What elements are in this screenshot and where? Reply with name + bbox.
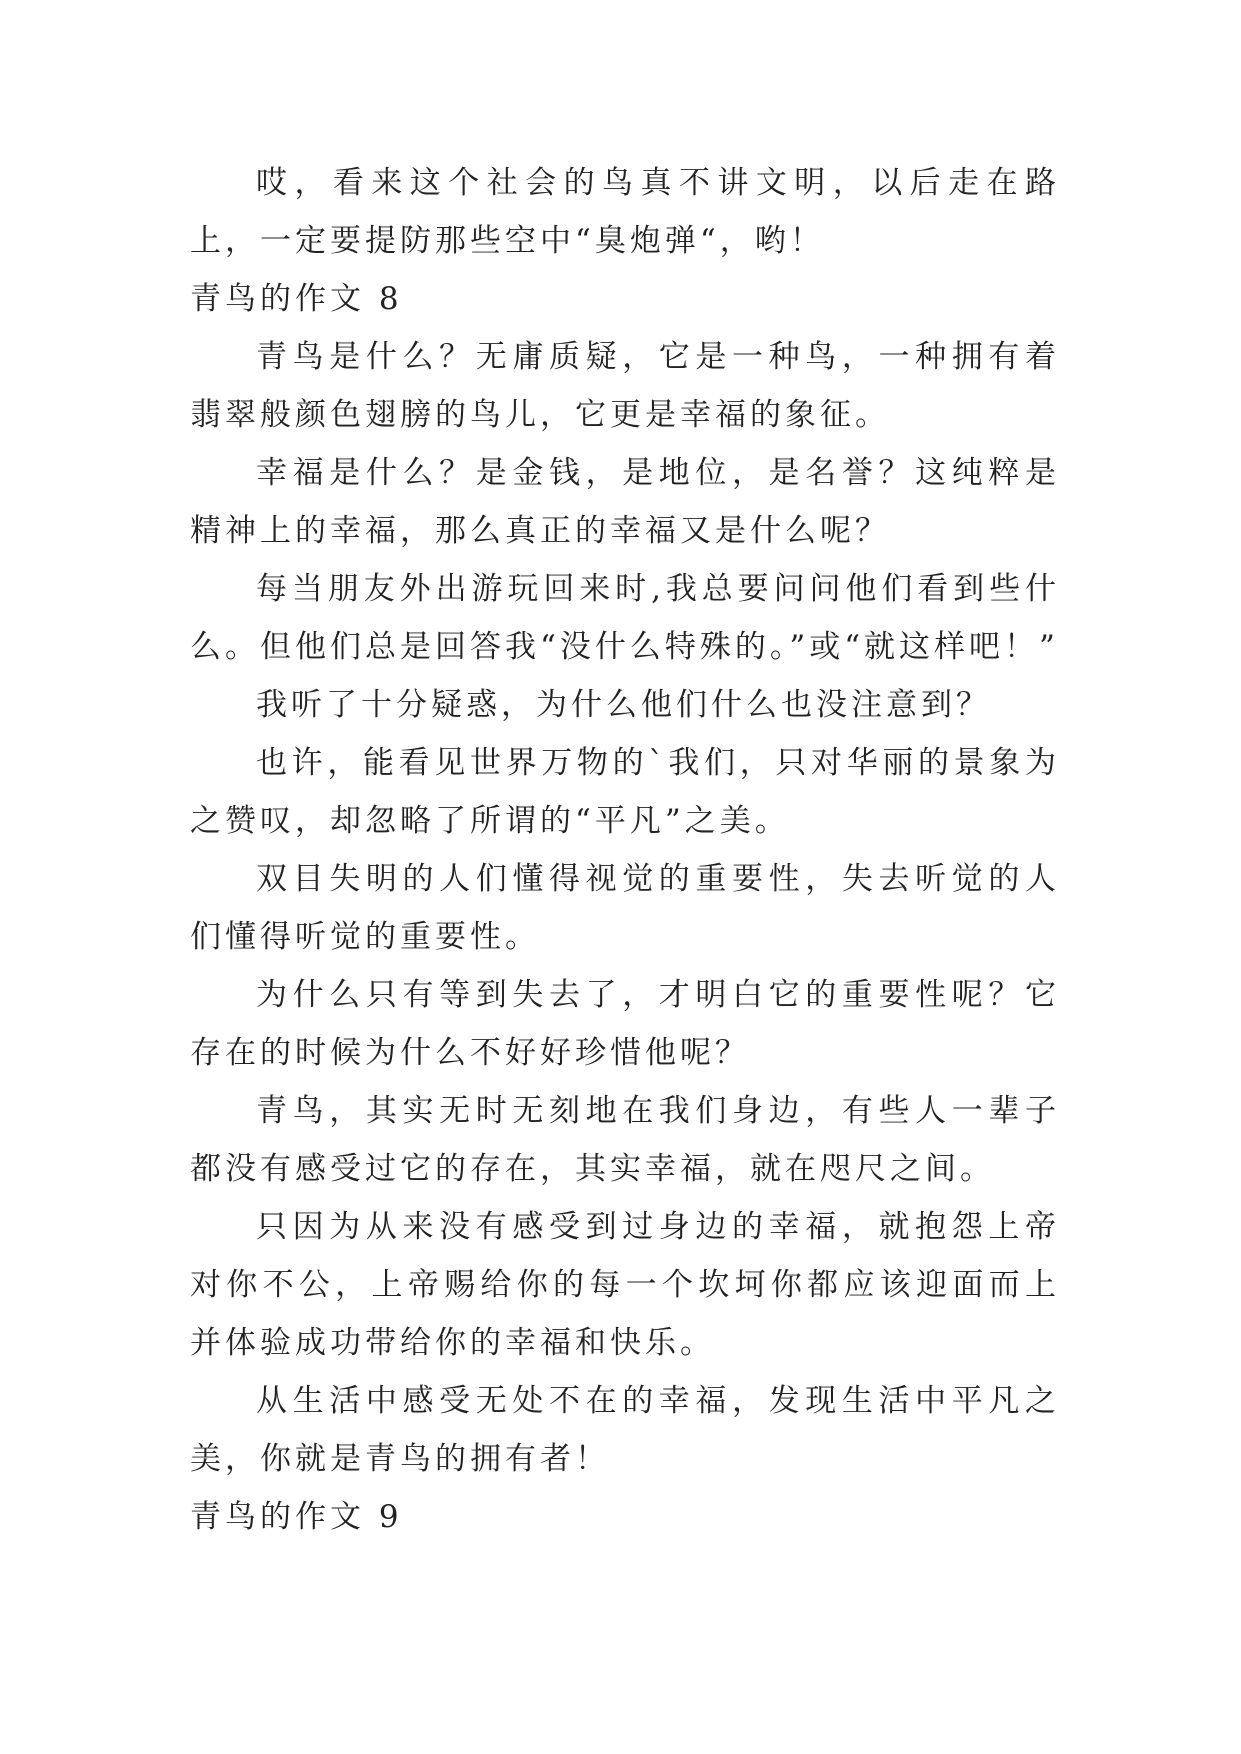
paragraph: 幸福是什么？是金钱，是地位，是名誉？这纯粹是精神上的幸福，那么真正的幸福又是什么呢？ bbox=[190, 455, 1060, 549]
document-body bbox=[190, 154, 1060, 1546]
paragraph: 青鸟是什么？无庸质疑，它是一种鸟，一种拥有着翡翠般颜色翅膀的鸟儿，它更是幸福的象征。 bbox=[190, 339, 1060, 433]
paragraph: 哎，看来这个社会的鸟真不讲文明，以后走在路上，一定要提防那些空中“臭炮弹“，哟！ bbox=[190, 165, 1060, 259]
section-heading: 青鸟的作文 9 bbox=[190, 1499, 403, 1535]
paragraph: 每当朋友外出游玩回来时,我总要问问他们看到些什么。但他们总是回答我“没什么特殊的。”或“就这样吧！” bbox=[190, 571, 1060, 665]
paragraph: 为什么只有等到失去了，才明白它的重要性呢？它存在的时候为什么不好好珍惜他呢？ bbox=[190, 977, 1060, 1071]
paragraph: 只因为从来没有感受到过身边的幸福，就抱怨上帝对你不公，上帝赐给你的每一个坎坷你都应该迎面而上并体验成功带给你的幸福和快乐。 bbox=[190, 1209, 1060, 1361]
paragraph: 也许，能看见世界万物的`我们，只对华丽的景象为之赞叹，却忽略了所谓的“平凡”之美。 bbox=[190, 745, 1060, 839]
paragraph: 双目失明的人们懂得视觉的重要性，失去听觉的人们懂得听觉的重要性。 bbox=[190, 861, 1060, 955]
paragraph: 青鸟，其实无时无刻地在我们身边，有些人一辈子都没有感受过它的存在，其实幸福，就在咫尺之间。 bbox=[190, 1093, 1060, 1187]
paragraph: 我听了十分疑惑，为什么他们什么也没注意到？ bbox=[256, 687, 991, 723]
section-heading: 青鸟的作文 8 bbox=[190, 281, 403, 317]
paragraph: 从生活中感受无处不在的幸福，发现生活中平凡之美，你就是青鸟的拥有者！ bbox=[190, 1383, 1060, 1477]
